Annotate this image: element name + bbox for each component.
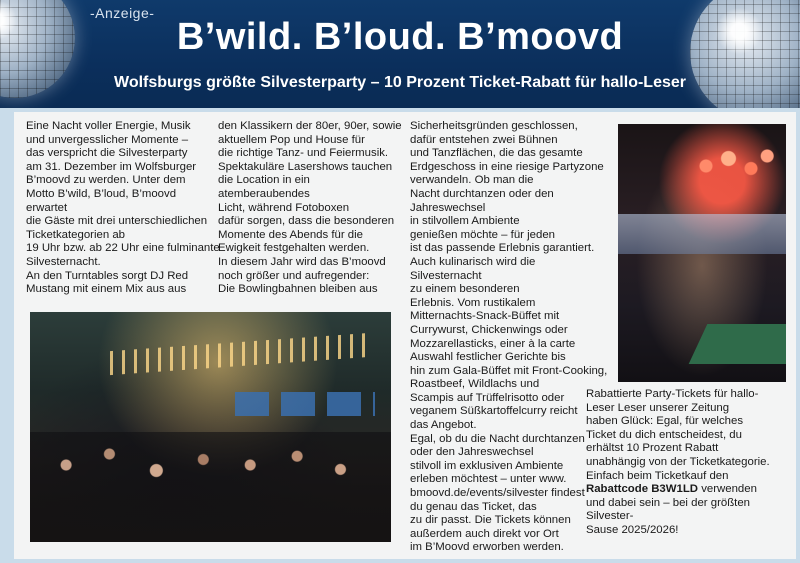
video-screens [235,392,375,416]
bowling-hall-photo [618,124,786,382]
discount-intro: Rabattierte Party-Tickets für hallo- Leser Leser unserer Zeitung haben Glück: Egal, für welches Ticket du dich entscheidest, du erhältst 10 Prozent Rabatt unabhängig von der Ticketkategorie. Einfach beim Ticketkauf den [586,388,770,482]
article-column-1 [26,120,221,297]
discount-outro: und dabei sein – bei der größten Silvester- Sause 2025/2026! [586,496,751,536]
article-column-2 [218,120,408,297]
bowling-lanes [618,214,786,254]
column-3-text: Sicherheitsgründen geschlossen, dafür entstehen zwei Bühnen und Tanzflächen, die das gesamte Erdgeschoss in eine riesige Partyzone verwandeln. Ob man die Nacht durchtanzen oder den Jahreswechsel in stilvollem Ambiente genießen möchte – für jeden ist das passende Erlebnis garantiert. Auch kulinarisch wird die Silvesternacht zu einem besonderen Erlebnis. Vom rustikalem Mitternachts-Snack-Büffet mit Currywurst, Chickenwings oder Mozzarellasticks, einer à la carte Auswahl festlicher Gerichte bis hin zum Gala-Büffet mit Front-Cooking, Roastbeef, Wildlachs und Scampis auf Trüffelrisotto oder veganem Süßkartoffelcurry reicht das Angebot. Egal, ob du die Nacht durchtanzen oder den Jahreswechsel stilvoll im exklusiven Ambiente erleben möchtest – unter www. bmoovd.de/events/silvester findest du genau das Ticket, das zu dir passt. Die Tickets können außerdem auch direkt vor Ort im B’Moovd erworben werden. [410,120,608,554]
article-body [14,112,796,559]
discount-info-box [586,388,786,538]
discount-code-line [586,483,786,497]
column-1-text: Eine Nacht voller Energie, Musik und unvergesslicher Momente – das verspricht die Silvesterparty am 31. Dezember im Wolfsburger B’moovd zu werden. Unter dem Motto B’wild, B’loud, B’moovd erwartet die Gäste mit drei unterschiedlichen Ticketkategorien ab 19 Uhr bzw. ab 22 Uhr eine fulminante Silvesternacht. An den Turntables sorgt DJ Red Mustang mit einem Mix aus aus [26,120,220,296]
subheadline: Wolfsburgs größte Silvesterparty – 10 Prozent Ticket-Rabatt für hallo-Leser [114,74,686,91]
foosball-table [689,324,786,364]
article-column-3 [410,120,610,555]
crowd [30,432,391,542]
column-2-text: den Klassikern der 80er, 90er, sowie aktuellem Pop und House für die richtige Tanz- und Feiermusik. Spektakuläre Lasershows tauchen die Location in ein atemberaubendes Licht, während Fotoboxen dafür sorgen, dass die besonderen Momente des Abends für die Ewigkeit festgehalten werden. In diesem Jahr wird das B’moovd noch größer und aufregender: Die Bowlingbahnen bleiben aus [218,120,402,296]
discount-code-after: verwenden [698,483,757,496]
ad-header [0,0,800,108]
ad-label: -Anzeige- [90,5,155,21]
ceiling-lights [110,333,370,375]
party-crowd-photo [30,312,391,542]
headline: B’wild. B’loud. B’moovd [176,16,624,58]
discount-code: Rabattcode B3W1LD [586,483,699,496]
red-lamps [688,146,778,196]
